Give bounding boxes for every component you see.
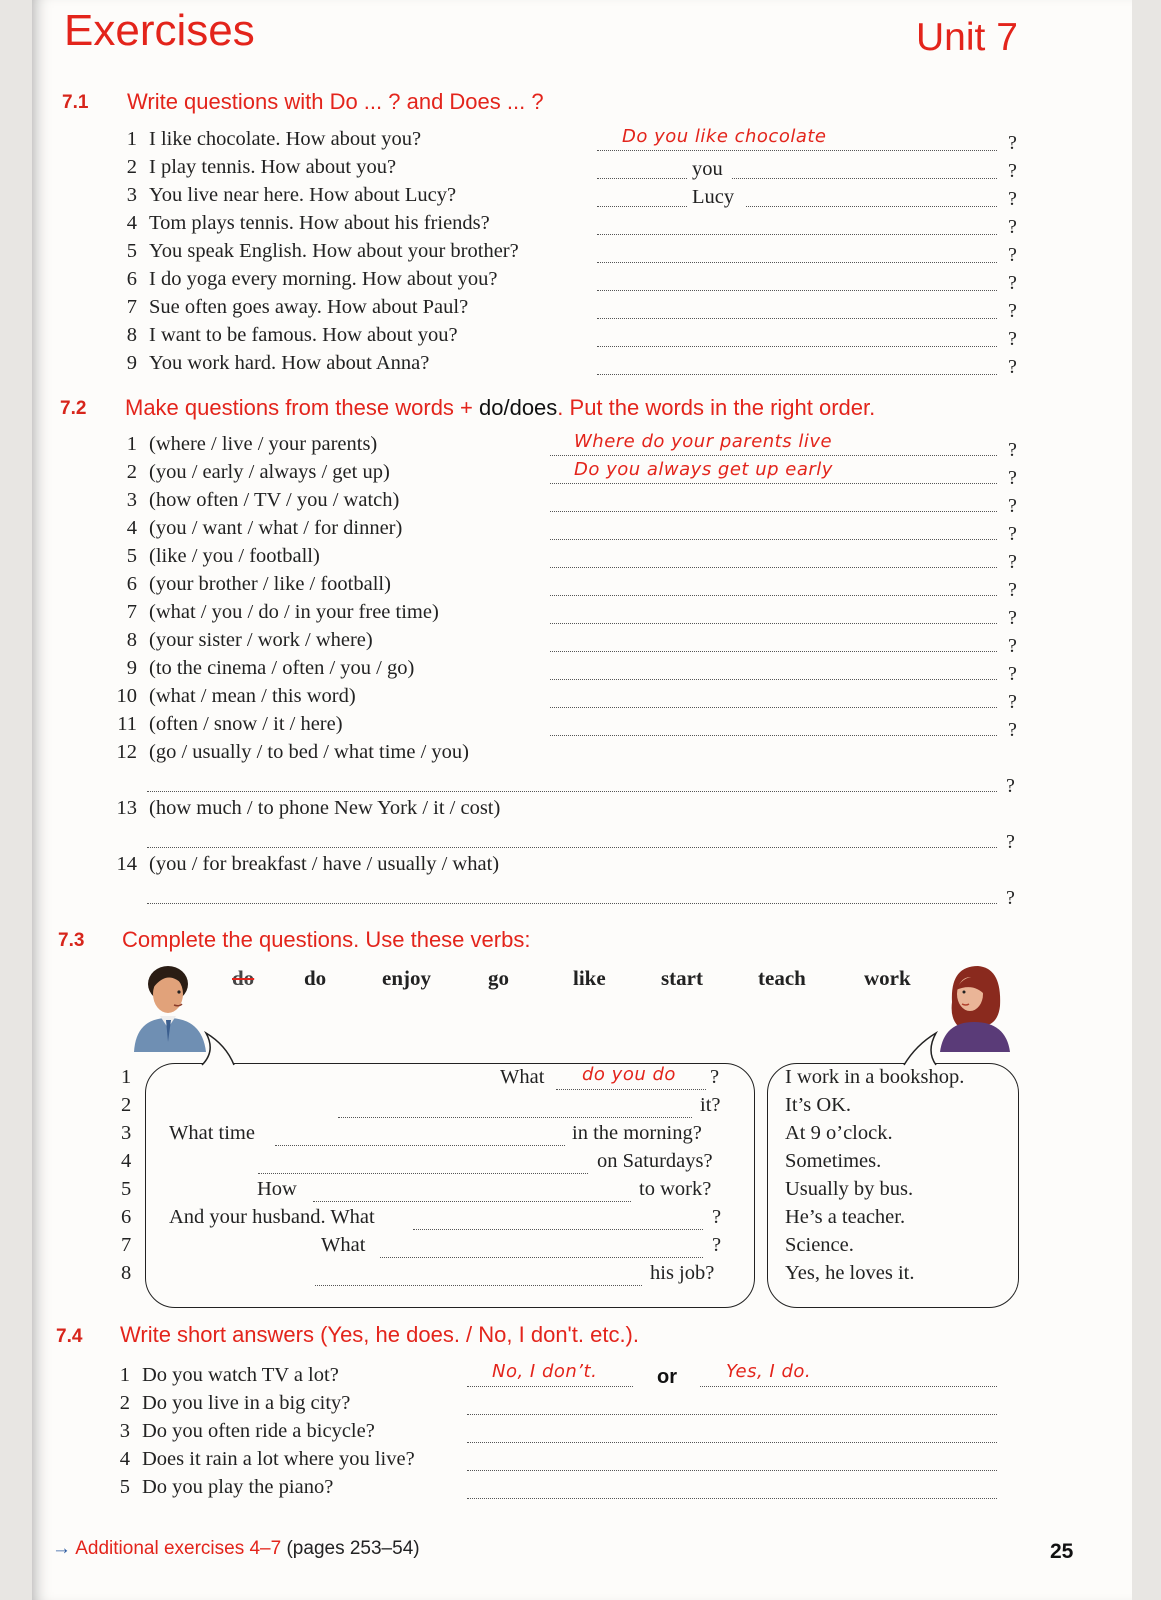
question-mark: ? (1006, 887, 1015, 909)
answer-line[interactable] (550, 577, 997, 596)
question-mark: ? (1008, 244, 1017, 266)
list-item (119, 1448, 415, 1476)
speech-bubble-tail (200, 1031, 242, 1067)
question-mark: ? (1008, 551, 1017, 573)
item-text: Tom plays tennis. How about his friends? (149, 212, 490, 234)
question-prefix: And your husband. What (169, 1206, 375, 1228)
list-item (126, 156, 397, 184)
answer-line[interactable] (550, 717, 997, 736)
reply-text: Science. (785, 1234, 854, 1256)
item-number: 7 (121, 1234, 132, 1256)
list-item (126, 324, 458, 352)
answer-line[interactable] (597, 328, 997, 347)
handwritten-answer: Where do your parents live (574, 431, 833, 452)
reply-text: He’s a teacher. (785, 1206, 906, 1228)
item-text: You live near here. How about Lucy? (149, 184, 457, 206)
answer-line[interactable] (467, 1480, 997, 1499)
list-item (126, 489, 400, 517)
answer-line[interactable] (597, 160, 687, 179)
heading-part: Write short answers ( (120, 1322, 328, 1347)
question-mark: ? (1008, 635, 1017, 657)
item-text: (often / snow / it / here) (149, 713, 343, 735)
item-number: 7 (126, 296, 137, 318)
list-item (126, 601, 439, 629)
reply-text: Usually by bus. (785, 1178, 914, 1200)
verb-option: do (304, 966, 327, 990)
section-number-7-1: 7.1 (62, 92, 89, 113)
woman-illustration (934, 962, 1014, 1052)
answer-line[interactable] (147, 885, 997, 904)
question-mark: ? (1008, 328, 1017, 350)
answer-line[interactable] (597, 216, 997, 235)
reply-text: Sometimes. (785, 1150, 882, 1172)
item-text: Do you watch TV a lot? (142, 1364, 339, 1386)
item-number: 12 (116, 741, 137, 763)
handwritten-answer: Do you like chocolate (622, 126, 827, 147)
item-number: 3 (119, 1420, 130, 1442)
question-suffix: ? (710, 1066, 720, 1088)
handwritten-answer: do you do (582, 1064, 676, 1085)
question-mark: ? (1008, 300, 1017, 322)
answer-line[interactable] (732, 160, 997, 179)
item-number: 9 (126, 657, 137, 679)
item-number: 14 (116, 853, 137, 875)
answer-line[interactable] (550, 689, 997, 708)
item-number: 7 (126, 601, 137, 623)
answer-cue: you (692, 158, 723, 180)
item-text: I play tennis. How about you? (149, 156, 397, 178)
section-number-7-2: 7.2 (60, 398, 87, 419)
list-item (117, 713, 343, 741)
question-mark: ? (1008, 579, 1017, 601)
question-mark: ? (1008, 188, 1017, 210)
verb-option: start (661, 966, 703, 990)
item-text: (where / live / your parents) (149, 433, 378, 455)
list-item (119, 1420, 375, 1448)
item-number: 4 (126, 212, 137, 234)
question-suffix: on Saturdays? (597, 1150, 713, 1172)
answer-line[interactable] (258, 1155, 588, 1174)
item-number: 8 (126, 629, 137, 651)
handwritten-answer: Do you always get up early (574, 459, 833, 480)
item-number: 1 (126, 433, 137, 455)
answer-line[interactable] (380, 1239, 703, 1258)
item-text: (you / want / what / for dinner) (149, 517, 403, 539)
answer-line[interactable] (147, 829, 997, 848)
item-number: 10 (116, 685, 137, 707)
question-mark: ? (1008, 216, 1017, 238)
item-number: 4 (119, 1448, 130, 1470)
handwritten-answer: Yes, I do. (726, 1361, 812, 1382)
or-label: or (657, 1366, 677, 1388)
section-heading-7-1: Write questions with Do ... ? and Does ... ? (127, 89, 544, 114)
verb-option: work (864, 966, 911, 990)
item-number: 11 (117, 713, 137, 735)
question-suffix: his job? (650, 1262, 715, 1284)
item-number: 4 (121, 1150, 132, 1172)
question-prefix: What time (169, 1122, 255, 1144)
item-text: (what / you / do / in your free time) (149, 601, 439, 623)
list-item (116, 685, 356, 713)
list-item (126, 433, 378, 461)
arrow-icon: → (52, 1538, 71, 1559)
reply-text: At 9 o’clock. (785, 1122, 893, 1144)
list-item (126, 573, 391, 601)
item-text: (your sister / work / where) (149, 629, 373, 651)
footer-cross-reference[interactable] (52, 1538, 420, 1560)
answer-line[interactable] (315, 1267, 642, 1286)
reply-text: Yes, he loves it. (785, 1262, 915, 1284)
question-suffix: it? (700, 1094, 721, 1116)
heading-part: Make questions from these words + (125, 395, 479, 420)
heading-keyword: do/does (479, 395, 558, 420)
handwritten-answer: No, I don’t. (492, 1361, 598, 1382)
list-item (116, 797, 501, 825)
item-number: 2 (119, 1392, 130, 1414)
verb-option: go (488, 966, 509, 990)
item-text: (go / usually / to bed / what time / you) (149, 741, 469, 763)
section-number-7-4: 7.4 (56, 1326, 83, 1347)
answer-line[interactable] (597, 188, 687, 207)
item-text: (you / for breakfast / have / usually / what) (149, 853, 500, 875)
item-text: I like chocolate. How about you? (149, 128, 422, 150)
question-mark: ? (1008, 132, 1017, 154)
question-suffix: ? (712, 1206, 722, 1228)
item-number: 2 (121, 1094, 132, 1116)
heading-part: etc.). (583, 1322, 639, 1347)
answer-line[interactable] (597, 244, 997, 263)
item-text: Do you live in a big city? (142, 1392, 351, 1414)
list-item (126, 240, 519, 268)
list-item (126, 128, 422, 156)
list-item (126, 352, 430, 380)
section-heading-7-3: Complete the questions. Use these verbs: (122, 927, 531, 952)
verb-option: like (573, 966, 606, 990)
reply-text: I work in a bookshop. (785, 1066, 965, 1088)
answer-line[interactable] (313, 1183, 631, 1202)
list-item (126, 212, 490, 240)
question-mark: ? (1008, 356, 1017, 378)
unit-label: Unit 7 (916, 16, 1018, 59)
item-number: 8 (126, 324, 137, 346)
answer-line[interactable] (597, 300, 997, 319)
question-mark: ? (1008, 719, 1017, 741)
list-item (116, 741, 469, 769)
answer-line[interactable] (597, 356, 997, 375)
question-mark: ? (1008, 160, 1017, 182)
item-text: (what / mean / this word) (149, 685, 356, 707)
list-item (119, 1392, 351, 1420)
question-mark: ? (1008, 467, 1017, 489)
answer-line[interactable] (550, 661, 997, 680)
section-heading-7-2 (125, 395, 875, 421)
item-text: (your brother / like / football) (149, 573, 391, 595)
additional-exercises-link[interactable]: Additional exercises 4–7 (75, 1538, 282, 1559)
item-number: 5 (119, 1476, 130, 1498)
list-item (126, 184, 457, 212)
item-number: 1 (119, 1364, 130, 1386)
answer-line[interactable] (467, 1424, 997, 1443)
item-number: 4 (126, 517, 137, 539)
question-mark: ? (1006, 775, 1015, 797)
question-mark: ? (1008, 272, 1017, 294)
page-range: (pages 253–54) (286, 1538, 420, 1559)
item-text: Do you often ride a bicycle? (142, 1420, 375, 1442)
item-number: 1 (126, 128, 137, 150)
answer-line[interactable] (746, 188, 997, 207)
answer-line[interactable] (550, 633, 997, 652)
verb-option-struck: do (232, 966, 255, 990)
list-item (126, 657, 415, 685)
item-number: 6 (126, 268, 137, 290)
answer-cue: Lucy (692, 186, 735, 208)
question-mark: ? (1008, 691, 1017, 713)
question-prefix: How (257, 1178, 297, 1200)
workbook-page (32, 0, 1132, 1600)
item-number: 6 (121, 1206, 132, 1228)
item-text: (how much / to phone New York / it / cost) (149, 797, 501, 819)
item-number: 5 (126, 545, 137, 567)
item-text: (you / early / always / get up) (149, 461, 390, 483)
item-text: I do yoga every morning. How about you? (149, 268, 498, 290)
speech-bubble-tail (898, 1031, 940, 1067)
answer-line[interactable] (550, 521, 997, 540)
verb-option: enjoy (382, 966, 431, 990)
list-item (116, 853, 500, 881)
heading-part: . Put the words in the right order. (557, 395, 876, 420)
section-number-7-3: 7.3 (58, 930, 85, 951)
heading-keyword: Yes, he does. / No, I don't. (327, 1322, 584, 1347)
item-number: 5 (126, 240, 137, 262)
list-item (126, 296, 469, 324)
list-item (126, 629, 373, 657)
question-suffix: to work? (639, 1178, 712, 1200)
question-mark: ? (1006, 831, 1015, 853)
question-prefix: What (321, 1234, 366, 1256)
section-heading-7-4 (120, 1322, 639, 1348)
item-text: I want to be famous. How about you? (149, 324, 458, 346)
answer-line[interactable] (275, 1127, 565, 1146)
question-mark: ? (1008, 663, 1017, 685)
answer-line[interactable] (550, 493, 997, 512)
answer-line[interactable] (467, 1396, 997, 1415)
item-text: Does it rain a lot where you live? (142, 1448, 415, 1470)
item-text: Do you play the piano? (142, 1476, 334, 1498)
question-mark: ? (1008, 607, 1017, 629)
item-number: 8 (121, 1262, 132, 1284)
list-item (126, 545, 320, 573)
answer-line[interactable] (550, 549, 997, 568)
item-number: 5 (121, 1178, 132, 1200)
reply-text: It’s OK. (785, 1094, 852, 1116)
item-number: 13 (116, 797, 137, 819)
item-number: 3 (121, 1122, 132, 1144)
item-number: 6 (126, 573, 137, 595)
item-number: 9 (126, 352, 137, 374)
question-prefix: What (500, 1066, 545, 1088)
item-text: You work hard. How about Anna? (149, 352, 430, 374)
answer-line[interactable] (467, 1452, 997, 1471)
verb-option: teach (758, 966, 806, 990)
item-text: (to the cinema / often / you / go) (149, 657, 415, 679)
page-title: Exercises (64, 6, 255, 55)
question-mark: ? (1008, 523, 1017, 545)
item-text: You speak English. How about your brother? (149, 240, 519, 262)
item-number: 2 (126, 156, 137, 178)
question-suffix: in the morning? (572, 1122, 702, 1144)
list-item (126, 268, 498, 296)
list-item (126, 517, 403, 545)
question-suffix: ? (712, 1234, 722, 1256)
question-mark: ? (1008, 439, 1017, 461)
list-item (126, 461, 390, 489)
answer-line[interactable] (413, 1211, 703, 1230)
list-item (119, 1476, 334, 1504)
item-number: 3 (126, 184, 137, 206)
item-number: 1 (121, 1066, 132, 1088)
answer-line[interactable] (597, 272, 997, 291)
answer-line[interactable] (550, 605, 997, 624)
item-number: 3 (126, 489, 137, 511)
item-text: (how often / TV / you / watch) (149, 489, 400, 511)
item-number: 2 (126, 461, 137, 483)
answer-line[interactable] (338, 1099, 692, 1118)
answer-line[interactable] (147, 773, 997, 792)
item-text: Sue often goes away. How about Paul? (149, 296, 469, 318)
question-mark: ? (1008, 495, 1017, 517)
item-text: (like / you / football) (149, 545, 320, 567)
list-item (119, 1364, 339, 1392)
page-number: 25 (1050, 1540, 1074, 1563)
